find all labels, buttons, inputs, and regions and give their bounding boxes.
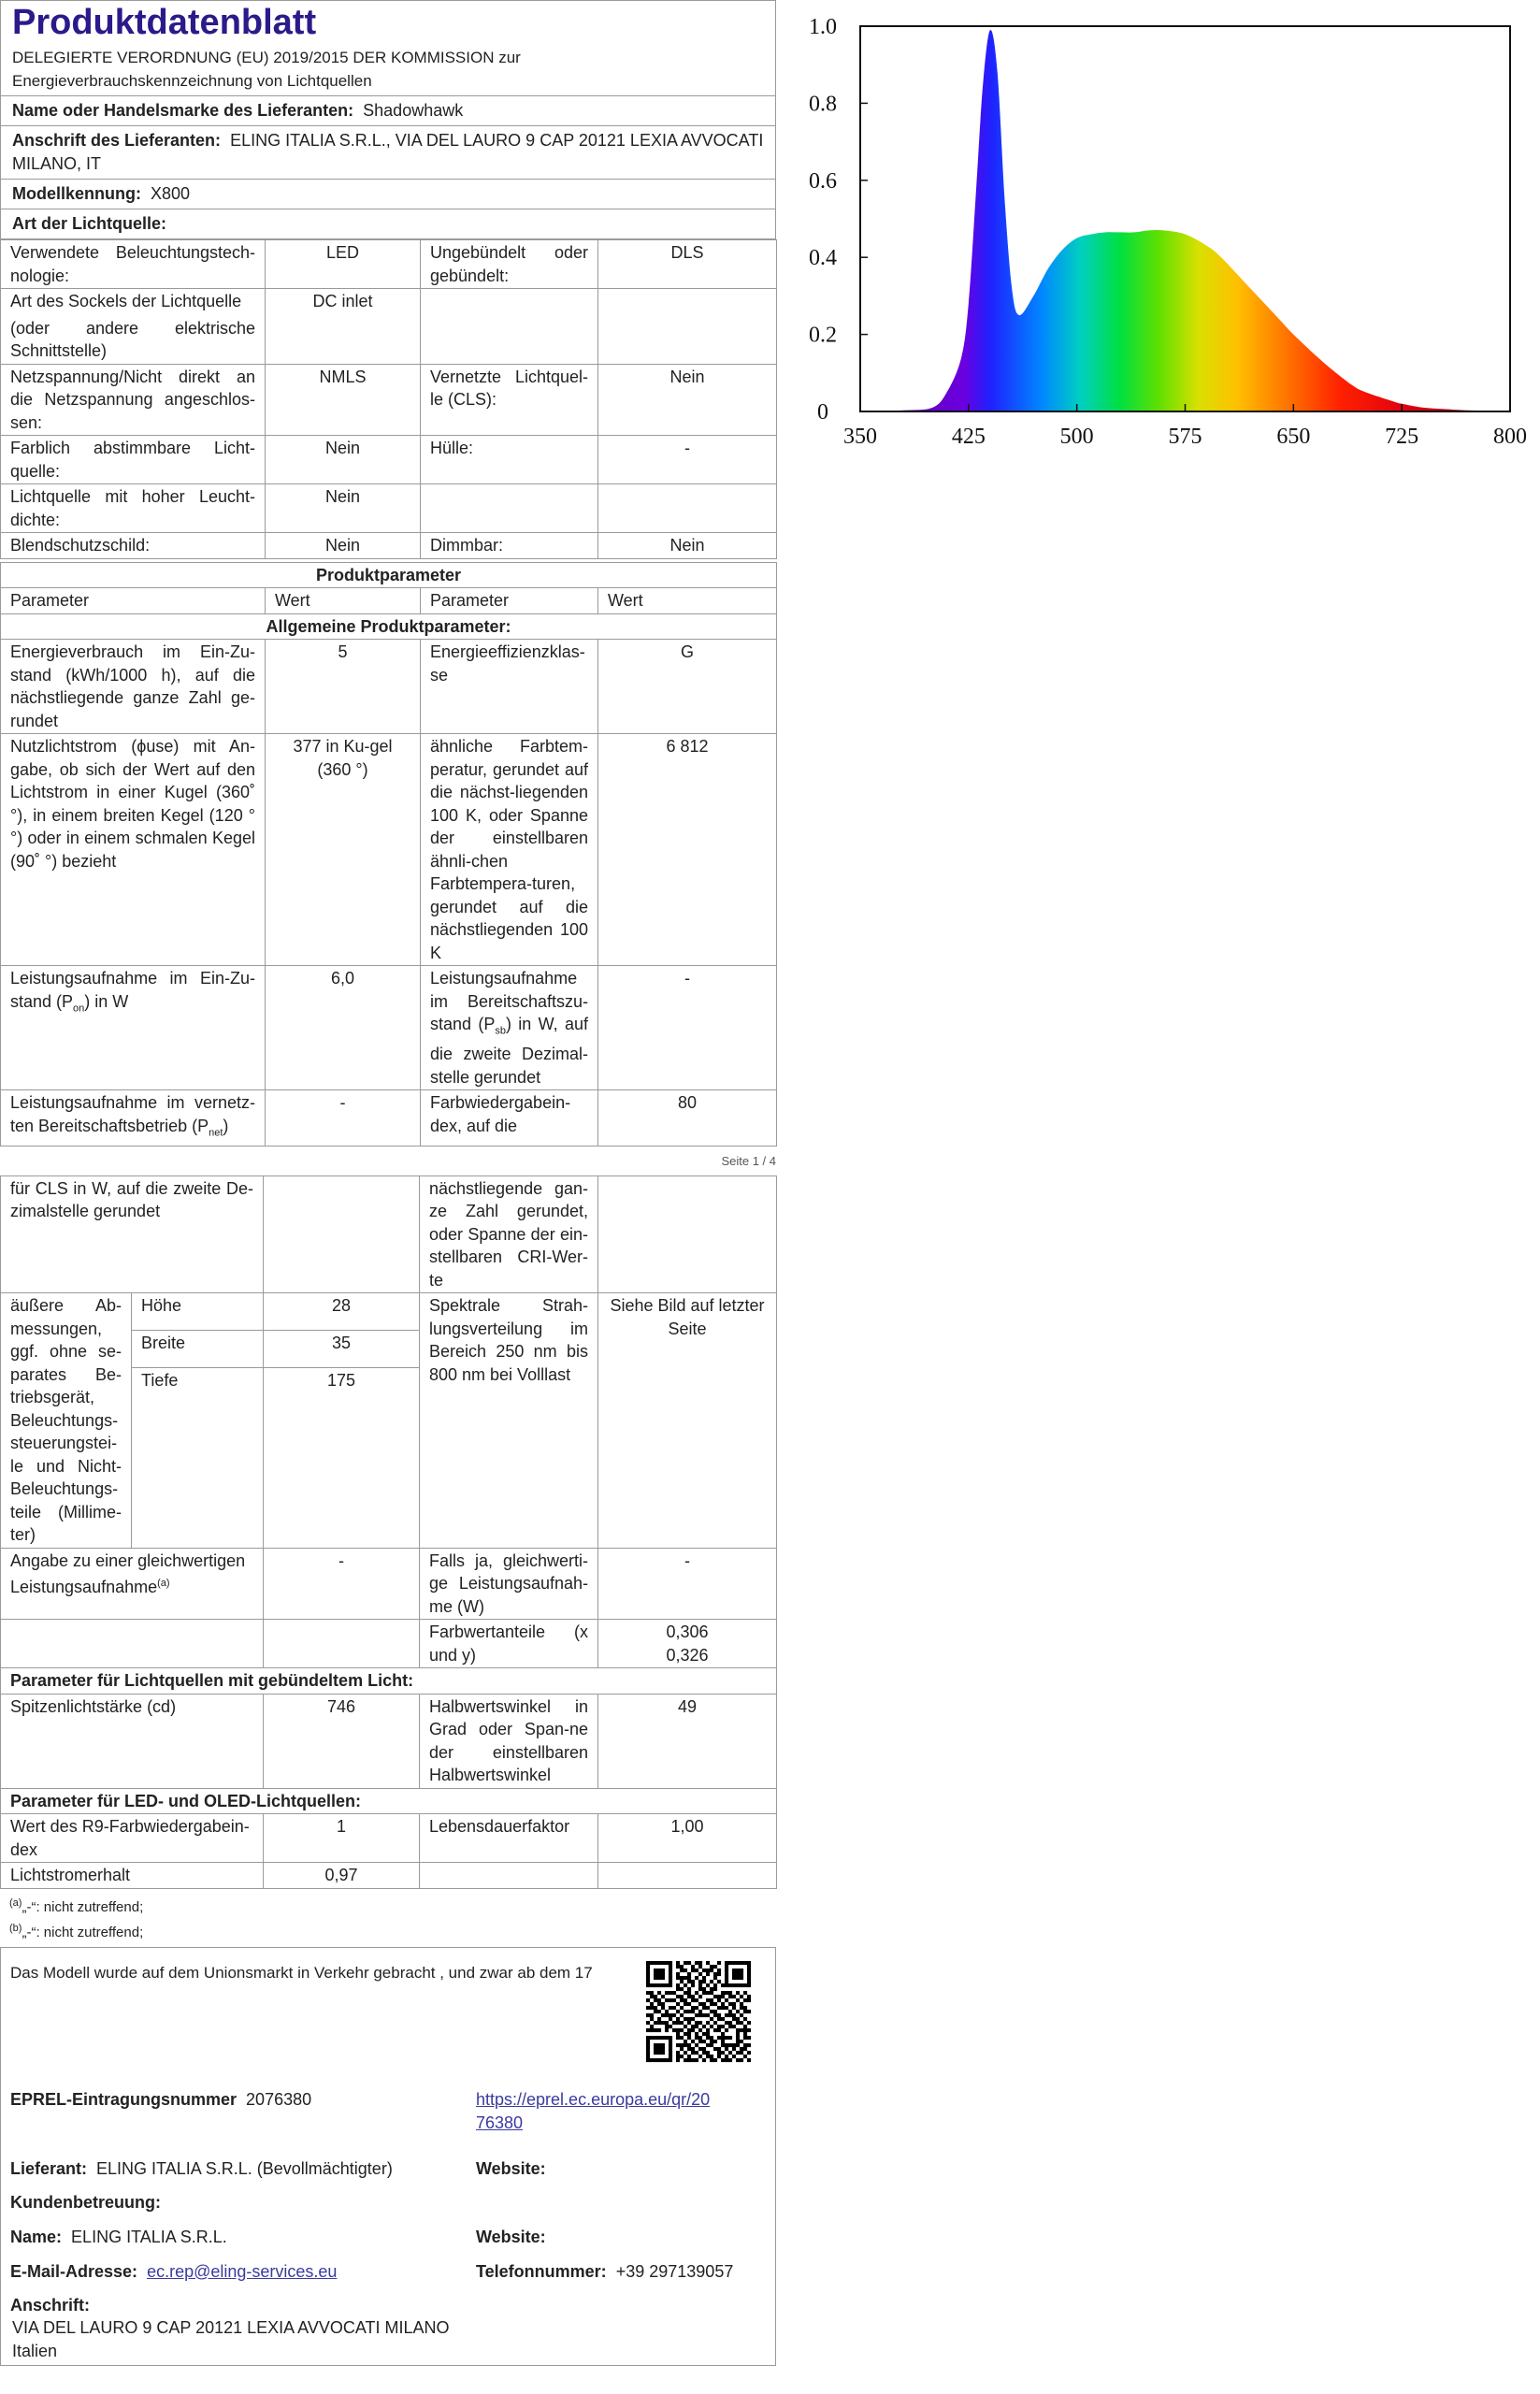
param-cell: Lichtquelle mit hoher Leucht-dichte: xyxy=(1,484,266,533)
value-cell: 377 in Ku-gel (360 °) xyxy=(266,734,421,966)
light-type-row xyxy=(1,209,775,238)
psb-label-end: ) in W, auf die zweite Dezimal-stelle gerundet xyxy=(430,1015,588,1087)
website2-label: Website: xyxy=(476,2227,546,2246)
param-cell: Energieverbrauch im Ein-Zu-stand (kWh/1000 h), auf die nächstliegende ganze Zahl ge-rundet xyxy=(1,640,266,734)
pnet-label-end: ) xyxy=(223,1116,229,1135)
page-title: Produktdatenblatt xyxy=(12,3,317,42)
value-cell: 6 812 xyxy=(598,734,777,966)
footnote-a xyxy=(0,1893,776,1918)
value-cell: - xyxy=(598,966,777,1090)
param-cell: Netzspannung/Nicht direkt an die Netzspannung angeschlos-sen: xyxy=(1,364,266,436)
param-cell: Nutzlichtstrom (ϕuse) mit An-gabe, ob sich der Wert auf den Lichtstrom in einer Kugel (360˚ °), in einem breiten Kegel (120 °°) oder in einem schmalen Kegel (90˚ °) bezieht xyxy=(1,734,266,966)
value-cell: Siehe Bild auf letzter Seite xyxy=(598,1293,777,1549)
supplier-label: Lieferant: xyxy=(10,2158,88,2178)
table-row xyxy=(1,436,777,484)
param-cell: Spitzenlichtstärke (cd) xyxy=(1,1694,264,1788)
model-row xyxy=(1,180,775,209)
param-cell: Verwendete Beleuchtungstech-nologie: xyxy=(1,240,266,289)
pon-label: Leistungsaufnahme im Ein-Zu-stand (P xyxy=(10,969,255,1011)
param-cell: Spektrale Strah-lungsverteilung im Bereich 250 nm bis 800 nm bei Volllast xyxy=(420,1293,598,1549)
x-tick-label: 350 xyxy=(843,425,877,449)
param-cell: Lichtstromerhalt xyxy=(1,1863,264,1889)
x-value: 0,306 xyxy=(666,1622,709,1642)
value-cell: 49 xyxy=(598,1694,777,1788)
footnote-b xyxy=(0,1918,776,1943)
param-cell: Farblich abstimmbare Licht-quelle: xyxy=(1,436,266,484)
value-cell: Nein xyxy=(266,533,421,559)
phone-row xyxy=(476,2260,733,2284)
param-cell: nächstliegende gan-ze Zahl gerundet, oder Spanne der ein-stellbaren CRI-Wer-te xyxy=(420,1175,598,1293)
pnet-label: Leistungsaufnahme im vernetz-ten Bereitschaftsbetrieb (P xyxy=(10,1093,255,1135)
value-cell xyxy=(264,1175,420,1293)
value-cell: 0,97 xyxy=(264,1863,420,1889)
eprel-row xyxy=(10,2088,311,2112)
param-cell: für CLS in W, auf die zweite De-zimalstelle gerundet xyxy=(1,1175,264,1293)
param-cell: Energieeffizienzklas-se xyxy=(421,640,598,734)
table-row xyxy=(1,966,777,1090)
value-cell: Nein xyxy=(266,436,421,484)
param-cell: Lebensdauerfaktor xyxy=(420,1814,598,1863)
table-row xyxy=(1,364,777,436)
dim-depth-label: Tiefe xyxy=(132,1367,264,1548)
param-cell: Halbwertswinkel in Grad oder Span-ne der einstellbaren Halbwertswinkel xyxy=(420,1694,598,1788)
x-tick-label: 650 xyxy=(1276,425,1311,449)
table-row xyxy=(1,1814,777,1863)
qr-code xyxy=(646,1961,755,2070)
param-cell: Wert des R9-Farbwiedergabein-dex xyxy=(1,1814,264,1863)
model-label: Modellkennung: xyxy=(12,184,141,203)
datasheet-header xyxy=(0,0,776,239)
care-name-value: ELING ITALIA S.R.L. xyxy=(71,2227,227,2246)
model-value: X800 xyxy=(151,184,191,203)
table-row xyxy=(1,1293,777,1331)
value-cell: 1 xyxy=(264,1814,420,1863)
value-cell: 80 xyxy=(598,1090,777,1147)
value-cell: DLS xyxy=(598,240,777,289)
x-tick-label: 500 xyxy=(1059,425,1094,449)
spectral-distribution-chart xyxy=(804,0,1540,449)
param-cell: Farbwiedergabein-dex, auf die xyxy=(421,1090,598,1147)
value-cell: 6,0 xyxy=(266,966,421,1090)
footnote-b-text: „-“: nicht zutreffend; xyxy=(22,1924,144,1940)
value-cell xyxy=(264,1620,420,1668)
email-row xyxy=(10,2260,337,2284)
param-cell xyxy=(1,966,266,1090)
address-line2: Italien xyxy=(12,2341,58,2360)
eprel-number: 2076380 xyxy=(246,2089,312,2109)
psb-subscript: sb xyxy=(495,1025,506,1037)
product-params-table xyxy=(0,562,777,1147)
care-name-label: Name: xyxy=(10,2227,63,2246)
table-row xyxy=(1,1668,777,1695)
param-cell: Falls ja, gleichwerti-ge Leistungsaufnah-me (W) xyxy=(420,1548,598,1620)
value-cell: NMLS xyxy=(266,364,421,436)
table-row xyxy=(1,1090,777,1147)
supplier-name-label: Name oder Handelsmarke des Lieferanten: xyxy=(12,101,354,120)
footnotes xyxy=(0,1893,776,1943)
phone-value: +39 297139057 xyxy=(615,2261,734,2281)
value-cell: LED xyxy=(266,240,421,289)
eprel-link[interactable] xyxy=(476,2088,710,2135)
column-header: Wert xyxy=(266,588,421,614)
customer-care-label: Kundenbetreuung: xyxy=(10,2192,161,2212)
table-row xyxy=(1,588,777,614)
y-tick-label: 0 xyxy=(817,400,828,425)
regulation-text: DELEGIERTE VERORDNUNG (EU) 2019/2015 DER KOMMISSION zur Energieverbrauchskennzeichnung von Lichtquellen xyxy=(1,43,775,96)
y-tick-label: 0.8 xyxy=(809,92,837,117)
value-cell xyxy=(598,1175,777,1293)
param-cell: Blendschutzschild: xyxy=(1,533,266,559)
pon-label-end: ) in W xyxy=(84,991,129,1011)
table-row xyxy=(1,289,777,365)
market-date-text: Das Modell wurde auf dem Unionsmarkt in Verkehr gebracht , und zwar ab dem 17 xyxy=(10,1963,593,1982)
page-number: Seite 1 / 4 xyxy=(721,1153,776,1168)
column-header: Parameter xyxy=(421,588,598,614)
table-row xyxy=(1,1620,777,1668)
table-row xyxy=(1,1694,777,1788)
param-cell: Farbwertanteile (x und y) xyxy=(420,1620,598,1668)
supplier-name-value: Shadowhawk xyxy=(363,101,464,120)
dim-width-value: 35 xyxy=(264,1330,420,1367)
product-params-table-continued xyxy=(0,1175,777,1889)
param-cell: Vernetzte Lichtquel-le (CLS): xyxy=(421,364,598,436)
x-tick-label: 425 xyxy=(951,425,986,449)
dim-height-label: Höhe xyxy=(132,1293,264,1331)
value-cell: - xyxy=(598,1548,777,1620)
supplier-name-row xyxy=(1,96,775,126)
website-label: Website: xyxy=(476,2158,546,2178)
email-label: E-Mail-Adresse: xyxy=(10,2261,138,2281)
param-cell: Ungebündelt oder gebündelt: xyxy=(421,240,598,289)
value-cell: 5 xyxy=(266,640,421,734)
value-cell: Nein xyxy=(266,484,421,533)
care-name-row xyxy=(10,2226,227,2249)
value-cell: Nein xyxy=(598,533,777,559)
param-cell xyxy=(1,1548,264,1620)
value-cell: - xyxy=(264,1548,420,1620)
address-line1: VIA DEL LAURO 9 CAP 20121 LEXIA AVVOCATI MILANO xyxy=(12,2317,450,2337)
param-cell xyxy=(421,966,598,1090)
dimensions-label: äußere Ab-messungen, ggf. ohne se-parates Be-triebsgerät, Beleuchtungs-steuerungstei-le und Nicht-Beleuchtungs-teile (Millime-ter) xyxy=(1,1293,132,1549)
value-cell xyxy=(598,1863,777,1889)
value-cell: Nein xyxy=(598,364,777,436)
table-row xyxy=(1,734,777,966)
pnet-subscript: net xyxy=(209,1127,223,1139)
x-tick-label: 800 xyxy=(1493,425,1527,449)
supplier-address-label: Anschrift des Lieferanten: xyxy=(12,131,222,150)
supplier-value: ELING ITALIA S.R.L. (Bevollmächtigter) xyxy=(96,2158,393,2178)
x-tick-label: 725 xyxy=(1385,425,1419,449)
socket-label: Art des Sockels der Lichtquelle xyxy=(10,292,242,310)
param-cell: ähnliche Farbtem-peratur, gerundet auf die nächst-liegenden 100 K, oder Spanne der einstellbaren ähnli-chen Farbtempera-turen, gerundet auf die nächstliegenden 100 K xyxy=(421,734,598,966)
dim-height-value: 28 xyxy=(264,1293,420,1331)
param-cell xyxy=(421,289,598,365)
value-cell xyxy=(598,1620,777,1668)
value-cell xyxy=(598,289,777,365)
footnote-ref: (a) xyxy=(157,1578,170,1590)
light-type-table xyxy=(0,239,777,559)
supplier-address-row xyxy=(1,126,775,180)
column-header: Parameter xyxy=(1,588,266,614)
y-value: 0,326 xyxy=(666,1645,709,1665)
value-cell: 1,00 xyxy=(598,1814,777,1863)
table-row xyxy=(1,1548,777,1620)
table-row xyxy=(1,562,777,588)
pon-subscript: on xyxy=(73,1002,85,1015)
footnote-a-mark: (a) xyxy=(9,1896,22,1909)
address-label: Anschrift: xyxy=(10,2295,90,2315)
table-row xyxy=(1,640,777,734)
value-cell: DC inlet xyxy=(266,289,421,365)
table-row xyxy=(1,484,777,533)
socket-label-extra: (oder andere elektrische Schnittstelle) xyxy=(10,318,255,360)
light-type-label: Art der Lichtquelle: xyxy=(12,214,167,233)
supplier-row xyxy=(10,2157,393,2181)
value-cell: - xyxy=(266,1090,421,1147)
param-cell xyxy=(420,1863,598,1889)
x-tick-label: 575 xyxy=(1168,425,1202,449)
table-row xyxy=(1,1175,777,1293)
footnote-b-mark: (b) xyxy=(9,1922,22,1934)
param-cell xyxy=(1,289,266,365)
y-tick-label: 0.2 xyxy=(809,323,837,348)
value-cell: G xyxy=(598,640,777,734)
table-row xyxy=(1,1863,777,1889)
table-row xyxy=(1,1788,777,1814)
supplier-address-value: ELING ITALIA S.R.L., VIA DEL LAURO 9 CAP 20121 LEXIA AVVOCATI MILANO, IT xyxy=(12,131,764,173)
param-cell xyxy=(1,1090,266,1147)
eprel-link-line2[interactable]: 76380 xyxy=(476,2113,524,2132)
value-cell: - xyxy=(598,436,777,484)
section-heading: Parameter für LED- und OLED-Lichtquellen: xyxy=(1,1788,777,1814)
footnote-a-text: „-“: nicht zutreffend; xyxy=(22,1898,144,1915)
y-tick-label: 0.6 xyxy=(809,168,837,194)
supplier-footer xyxy=(0,1947,776,2366)
eprel-link-line1[interactable]: https://eprel.ec.europa.eu/qr/20 xyxy=(476,2089,711,2109)
param-cell xyxy=(1,1620,264,1668)
section-heading: Allgemeine Produktparameter: xyxy=(1,613,777,640)
table-row xyxy=(1,533,777,559)
email-link[interactable]: ec.rep@eling-services.eu xyxy=(147,2261,338,2281)
value-cell xyxy=(598,484,777,533)
section-heading: Parameter für Lichtquellen mit gebündeltem Licht: xyxy=(1,1668,777,1695)
datasheet xyxy=(0,0,776,2366)
eprel-label: EPREL-Eintragungsnummer xyxy=(10,2089,237,2109)
param-cell: Dimmbar: xyxy=(421,533,598,559)
table-row xyxy=(1,613,777,640)
psb-label: Leistungsaufnahme im Bereitschaftszu-stand (P xyxy=(430,969,588,1033)
column-header: Wert xyxy=(598,588,777,614)
table-row xyxy=(1,240,777,289)
dim-width-label: Breite xyxy=(132,1330,264,1367)
value-cell: 746 xyxy=(264,1694,420,1788)
section-heading: Produktparameter xyxy=(1,562,777,588)
equiv-label: Angabe zu einer gleichwertigen Leistungsaufnahme xyxy=(10,1550,246,1597)
param-cell xyxy=(421,484,598,533)
y-tick-label: 1.0 xyxy=(809,15,837,39)
y-tick-label: 0.4 xyxy=(809,246,837,271)
phone-label: Telefonnummer: xyxy=(476,2261,607,2281)
param-cell: Hülle: xyxy=(421,436,598,484)
dim-depth-value: 175 xyxy=(264,1367,420,1548)
